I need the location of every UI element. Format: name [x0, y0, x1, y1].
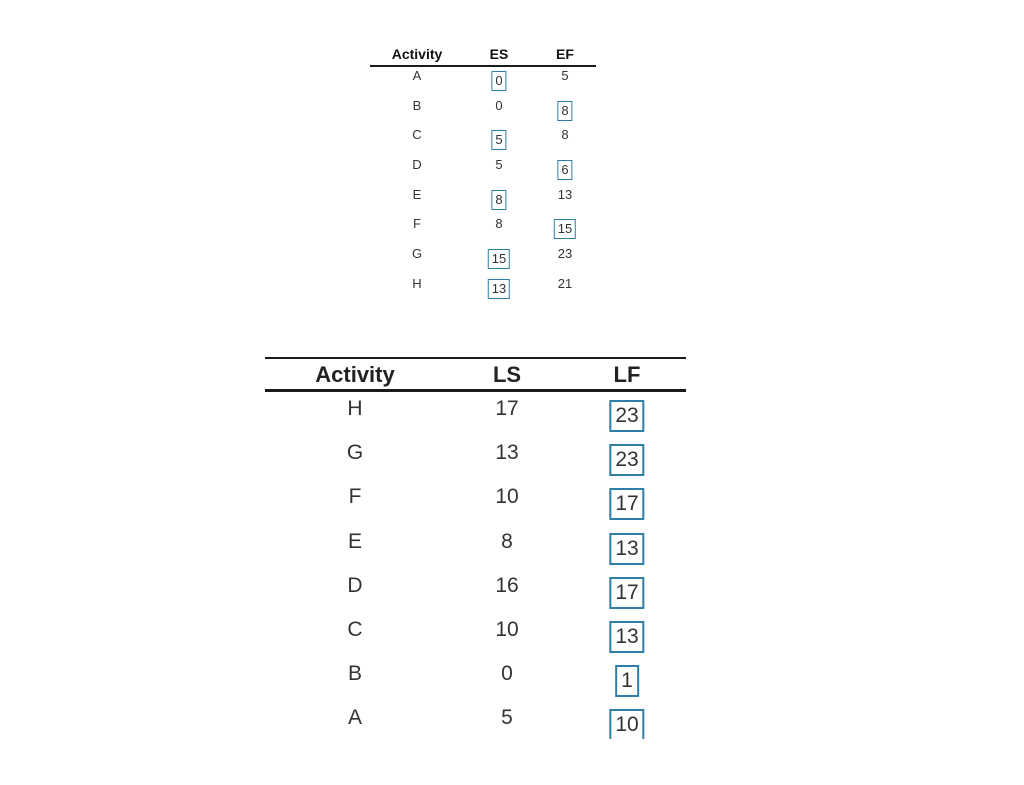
- ef-cell: 8: [561, 127, 569, 143]
- table-row: [265, 525, 686, 569]
- activity-cell: C: [347, 617, 363, 641]
- es-cell: 8: [491, 190, 506, 210]
- table-row: [370, 245, 596, 275]
- header-ef: EF: [556, 46, 574, 62]
- lf-cell: 1: [615, 665, 639, 697]
- es-cell: 0: [491, 71, 506, 91]
- es-cell: 5: [491, 130, 506, 150]
- table-row: [265, 436, 686, 480]
- ef-cell: 23: [557, 246, 573, 262]
- table-row: [370, 186, 596, 216]
- activity-cell: H: [412, 275, 422, 291]
- activity-cell: G: [346, 441, 364, 465]
- lf-cell: 17: [609, 577, 644, 609]
- ef-cell: 21: [557, 275, 573, 291]
- table-row: [370, 215, 596, 245]
- es-cell: 5: [495, 157, 503, 173]
- activity-cell: F: [413, 216, 421, 232]
- header-lf: LF: [613, 362, 641, 387]
- header-es: ES: [489, 46, 509, 62]
- table-row: [265, 701, 686, 739]
- table-row: [265, 392, 686, 436]
- ls-cell: 0: [501, 662, 513, 686]
- table-row: [265, 480, 686, 524]
- table-row: [265, 657, 686, 701]
- table-row: [370, 275, 596, 305]
- activity-cell: D: [347, 573, 363, 597]
- ls-cell: 8: [501, 529, 513, 553]
- es-cell: 0: [495, 97, 503, 113]
- es-ef-table-header: [370, 44, 596, 67]
- activity-cell: A: [347, 706, 363, 730]
- ls-lf-table: [265, 357, 686, 739]
- ls-cell: 13: [495, 441, 519, 465]
- activity-cell: B: [347, 662, 363, 686]
- es-ef-table: [370, 44, 596, 305]
- table-row: [265, 613, 686, 657]
- lf-cell: 17: [609, 488, 644, 520]
- table-row: [370, 126, 596, 156]
- ls-lf-table-header: [265, 357, 686, 392]
- es-cell: 15: [488, 249, 510, 269]
- header-activity: Activity: [315, 362, 395, 387]
- table-row: [370, 156, 596, 186]
- lf-cell: 13: [609, 621, 644, 653]
- ls-cell: 16: [495, 573, 519, 597]
- table-row: [370, 97, 596, 127]
- lf-cell: 13: [609, 533, 644, 565]
- ef-cell: 15: [554, 219, 576, 239]
- activity-cell: B: [412, 97, 422, 113]
- lf-cell: 23: [609, 444, 644, 476]
- header-activity: Activity: [391, 46, 443, 62]
- ls-cell: 17: [495, 397, 519, 420]
- activity-cell: E: [412, 186, 422, 202]
- header-ls: LS: [492, 362, 522, 387]
- ls-cell: 5: [501, 706, 513, 730]
- lf-cell: 23: [609, 400, 644, 432]
- ef-cell: 13: [557, 186, 573, 202]
- es-cell: 8: [495, 216, 503, 232]
- ef-cell: 8: [557, 101, 572, 121]
- lf-cell: 10: [609, 709, 644, 739]
- table-row: [370, 67, 596, 97]
- ef-cell: 6: [557, 160, 572, 180]
- ls-cell: 10: [495, 617, 519, 641]
- activity-cell: F: [348, 485, 362, 509]
- ls-cell: 10: [495, 485, 519, 509]
- activity-cell: D: [412, 157, 422, 173]
- table-row: [265, 569, 686, 613]
- activity-cell: H: [347, 397, 363, 420]
- activity-cell: A: [412, 68, 422, 83]
- activity-cell: E: [347, 529, 363, 553]
- activity-cell: C: [412, 127, 422, 143]
- ef-cell: 5: [561, 68, 569, 83]
- activity-cell: G: [411, 246, 423, 262]
- es-cell: 13: [488, 279, 510, 299]
